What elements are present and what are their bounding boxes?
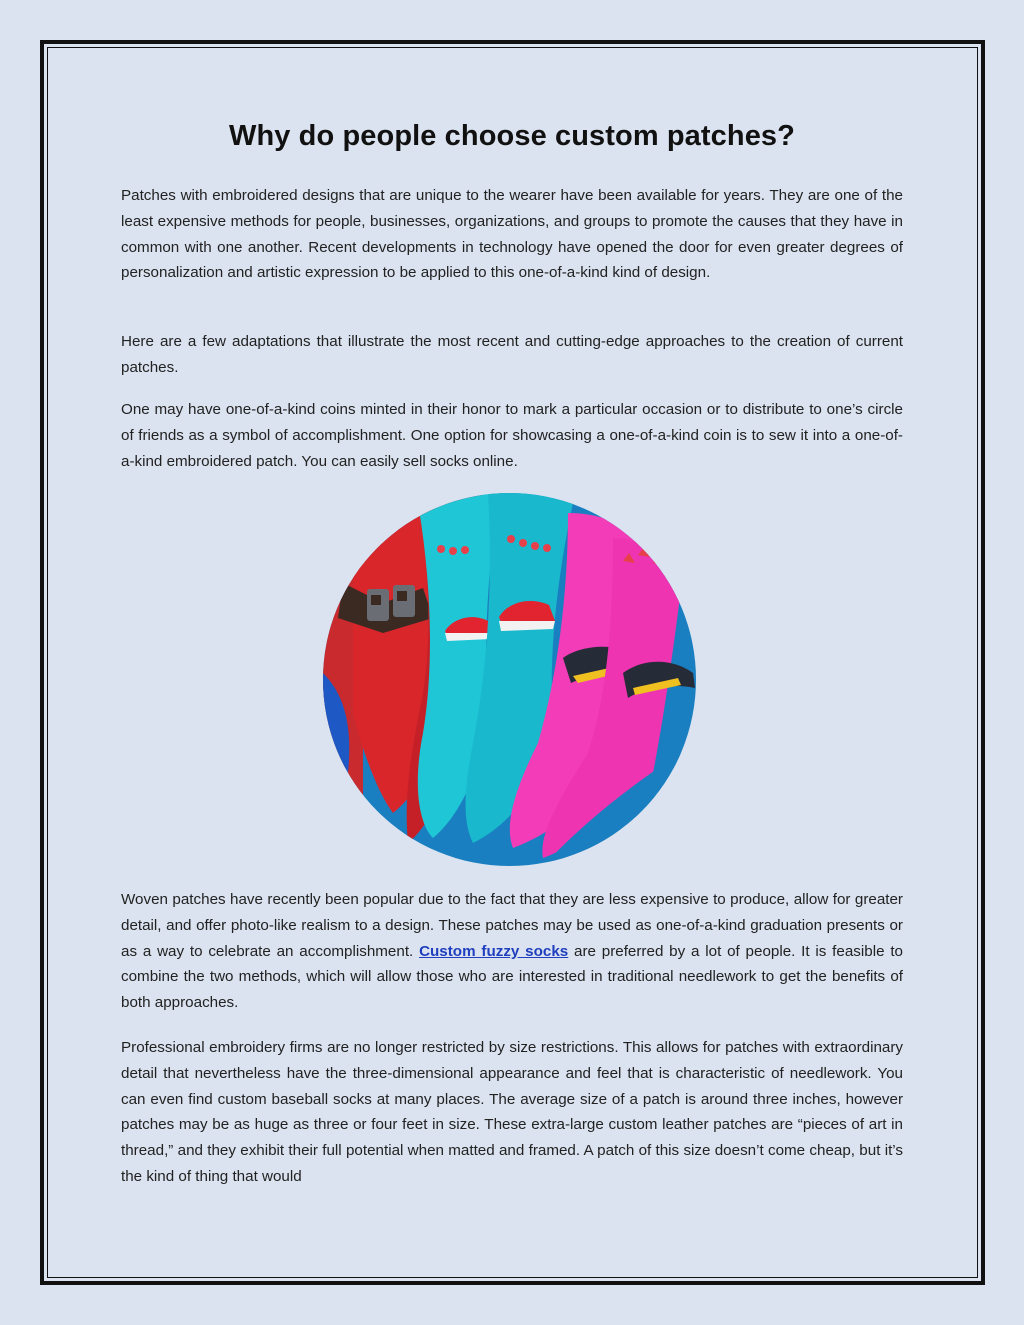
page-title: Why do people choose custom patches? xyxy=(229,120,795,152)
paragraph-woven-text-end: are preferred by a lot of people. It is feasible to combine the two methods, which will allow those who are interested in traditional needlework to get the benefits of both approaches. xyxy=(121,942,903,1012)
sock-photo-icon xyxy=(323,493,696,866)
paragraph-coins: One may have one-of-a-kind coins minted in their honor to mark a particular occasion or to distribute to one’s circle of friends as a symbol of accomplishment. One option for showcasing a one-of-a-kind coin is to sew it into a one-of-a-kind embroidered patch. You can easily sell socks online. xyxy=(121,401,903,470)
custom-fuzzy-socks-link[interactable]: Custom fuzzy socks xyxy=(419,942,569,960)
paragraph-intro: Patches with embroidered designs that are unique to the wearer have been available for years. They are one of the least expensive methods for people, businesses, organizations, and groups to promote the causes that they have in common with one another. Recent developments in technology have opened the door for even greater degrees of personalization and artistic expression to be applied to this one-of-a-kind kind of design. xyxy=(121,187,903,282)
paragraph-woven-patches xyxy=(121,887,903,1016)
paragraph-professional-embroidery: Professional embroidery firms are no longer restricted by size restrictions. This allows for patches with extraordinary detail that nevertheless have the three-dimensional appearance and feel that is characteristic of needlework. You can even find custom baseball socks at many places. The average size of a patch is around three inches, however patches may be as huge as three or four feet in size. These extra-large custom leather patches are “pieces of art in thread,” and they exhibit their full potential when matted and framed. A patch of this size doesn’t come cheap, but it’s the kind of thing that would xyxy=(121,1039,903,1185)
paragraph-adaptations: Here are a few adaptations that illustrate the most recent and cutting-edge approaches to the creation of current patches. xyxy=(121,333,903,376)
paragraph-woven-text-start: Woven patches have recently been popular due to the fact that they are less expensive to produce, allow for greater detail, and offer photo-like realism to a design. These patches may be used as one-of-a-kind graduation presents or as a way to celebrate an accomplishment. xyxy=(121,891,903,960)
